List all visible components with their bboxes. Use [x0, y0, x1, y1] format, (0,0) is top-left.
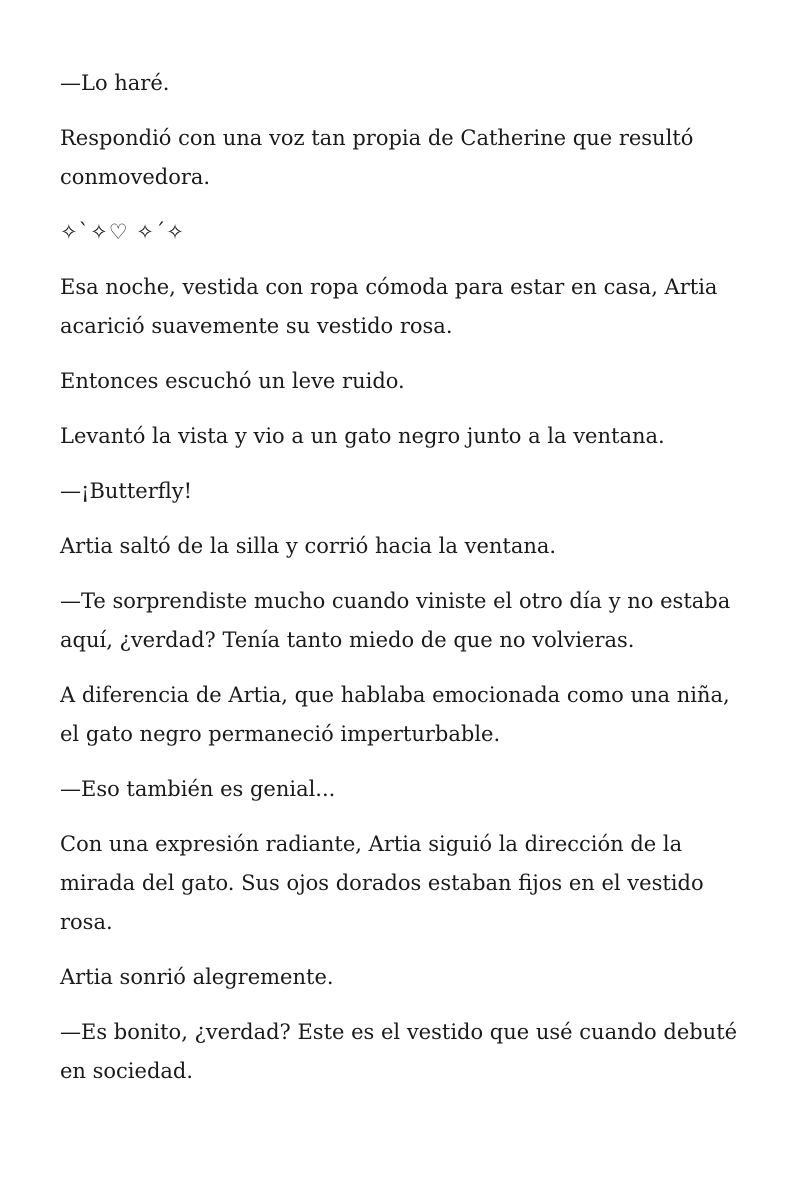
scene-divider: ✧`✧♡ ✧´✧	[60, 220, 185, 244]
narration-paragraph: Artia sonrió alegremente.	[60, 965, 334, 989]
narration-paragraph: Respondió con una voz tan propia de Catherine que resultó conmovedora.	[60, 126, 694, 189]
dialogue-paragraph: —Te sorprendiste mucho cuando viniste el otro día y no estaba aquí, ¿verdad? Tenía tanto miedo de que no volvieras.	[60, 589, 731, 652]
narration-paragraph: Con una expresión radiante, Artia siguió la dirección de la mirada del gato. Sus ojos dorados estaban fijos en el vestido rosa.	[60, 832, 704, 934]
dialogue-paragraph: —Es bonito, ¿verdad? Este es el vestido que usé cuando debuté en sociedad.	[60, 1020, 738, 1083]
narration-paragraph: Esa noche, vestida con ropa cómoda para estar en casa, Artia acarició suavemente su vestido rosa.	[60, 275, 718, 338]
narration-paragraph: A diferencia de Artia, que hablaba emocionada como una niña, el gato negro permaneció imperturbable.	[60, 683, 730, 746]
dialogue-paragraph: —¡Butterfly!	[60, 479, 193, 503]
dialogue-paragraph: —Eso también es genial...	[60, 777, 336, 801]
reading-page	[60, 64, 750, 1107]
dialogue-paragraph: —Lo haré.	[60, 71, 170, 95]
narration-paragraph: Levantó la vista y vio a un gato negro junto a la ventana.	[60, 424, 665, 448]
narration-paragraph: Artia saltó de la silla y corrió hacia la ventana.	[60, 534, 557, 558]
narration-paragraph: Entonces escuchó un leve ruido.	[60, 369, 405, 393]
